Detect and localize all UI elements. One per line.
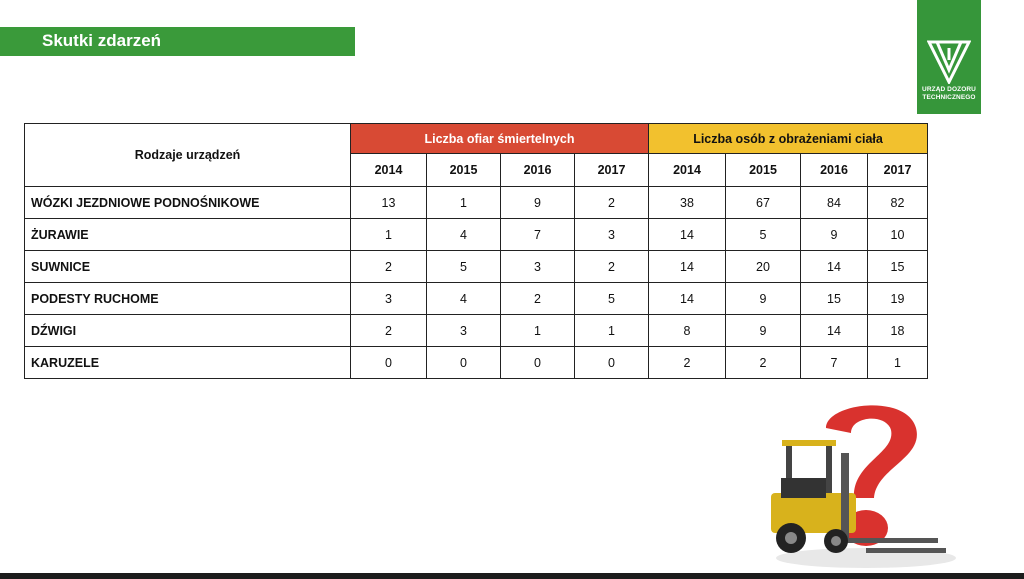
udt-logo	[917, 0, 981, 114]
device-name: PODESTY RUCHOME	[25, 283, 351, 315]
year-header: 2015	[726, 154, 801, 187]
device-name: KARUZELE	[25, 347, 351, 379]
table-cell: 7	[801, 347, 868, 379]
table-row	[25, 219, 928, 251]
slide-title-bar	[0, 27, 355, 56]
table-cell: 4	[427, 283, 501, 315]
table-cell: 67	[726, 187, 801, 219]
table-cell: 0	[501, 347, 575, 379]
table-row	[25, 283, 928, 315]
accident-effects-table	[24, 123, 928, 379]
table-cell: 9	[501, 187, 575, 219]
table-cell: 1	[868, 347, 928, 379]
slide-title: Skutki zdarzeń	[42, 31, 162, 50]
table-cell: 7	[501, 219, 575, 251]
device-name: WÓZKI JEZDNIOWE PODNOŚNIKOWE	[25, 187, 351, 219]
table-cell: 19	[868, 283, 928, 315]
table-cell: 0	[351, 347, 427, 379]
year-header: 2017	[868, 154, 928, 187]
year-header: 2014	[351, 154, 427, 187]
table-cell: 20	[726, 251, 801, 283]
table-cell: 13	[351, 187, 427, 219]
table-cell: 15	[868, 251, 928, 283]
table-cell: 1	[575, 315, 649, 347]
table-row	[25, 251, 928, 283]
logo-text-line-1: URZĄD DOZORU	[922, 86, 976, 93]
table-cell: 3	[575, 219, 649, 251]
table-row	[25, 187, 928, 219]
bottom-bar	[0, 573, 1024, 579]
fatalities-group-header: Liczba ofiar śmiertelnych	[351, 124, 649, 154]
table-cell: 2	[351, 315, 427, 347]
table-cell: 2	[351, 251, 427, 283]
table-cell: 14	[649, 283, 726, 315]
device-type-header: Rodzaje urządzeń	[25, 124, 351, 187]
table-cell: 8	[649, 315, 726, 347]
logo-text-line-2: TECHNICZNEGO	[922, 94, 976, 101]
year-header: 2016	[501, 154, 575, 187]
table-cell: 82	[868, 187, 928, 219]
table-cell: 0	[427, 347, 501, 379]
injured-group-header: Liczba osób z obrażeniami ciała	[649, 124, 928, 154]
table-cell: 2	[575, 187, 649, 219]
device-name: ŻURAWIE	[25, 219, 351, 251]
table-cell: 10	[868, 219, 928, 251]
year-header: 2014	[649, 154, 726, 187]
table-cell: 2	[501, 283, 575, 315]
table-cell: 9	[726, 315, 801, 347]
table-row	[25, 315, 928, 347]
table-cell: 18	[868, 315, 928, 347]
year-header: 2016	[801, 154, 868, 187]
table-cell: 1	[351, 219, 427, 251]
table-cell: 2	[726, 347, 801, 379]
table-cell: 0	[575, 347, 649, 379]
table-cell: 9	[726, 283, 801, 315]
table-cell: 1	[427, 187, 501, 219]
device-name: DŹWIGI	[25, 315, 351, 347]
table-cell: 3	[501, 251, 575, 283]
table-cell: 1	[501, 315, 575, 347]
year-header: 2015	[427, 154, 501, 187]
table-cell: 2	[575, 251, 649, 283]
table-cell: 14	[649, 219, 726, 251]
table-cell: 5	[427, 251, 501, 283]
table-cell: 9	[801, 219, 868, 251]
table-cell: 14	[801, 315, 868, 347]
device-name: SUWNICE	[25, 251, 351, 283]
table-cell: 15	[801, 283, 868, 315]
table-cell: 5	[575, 283, 649, 315]
table-cell: 2	[649, 347, 726, 379]
table-cell: 84	[801, 187, 868, 219]
table-cell: 14	[649, 251, 726, 283]
table-row	[25, 347, 928, 379]
forklift-question-illustration	[756, 398, 956, 570]
table-cell: 3	[427, 315, 501, 347]
table-cell: 14	[801, 251, 868, 283]
table-cell: 3	[351, 283, 427, 315]
year-header: 2017	[575, 154, 649, 187]
table-cell: 4	[427, 219, 501, 251]
udt-emblem-icon	[927, 40, 971, 84]
logo-text	[921, 86, 977, 102]
table-cell: 5	[726, 219, 801, 251]
table-cell: 38	[649, 187, 726, 219]
